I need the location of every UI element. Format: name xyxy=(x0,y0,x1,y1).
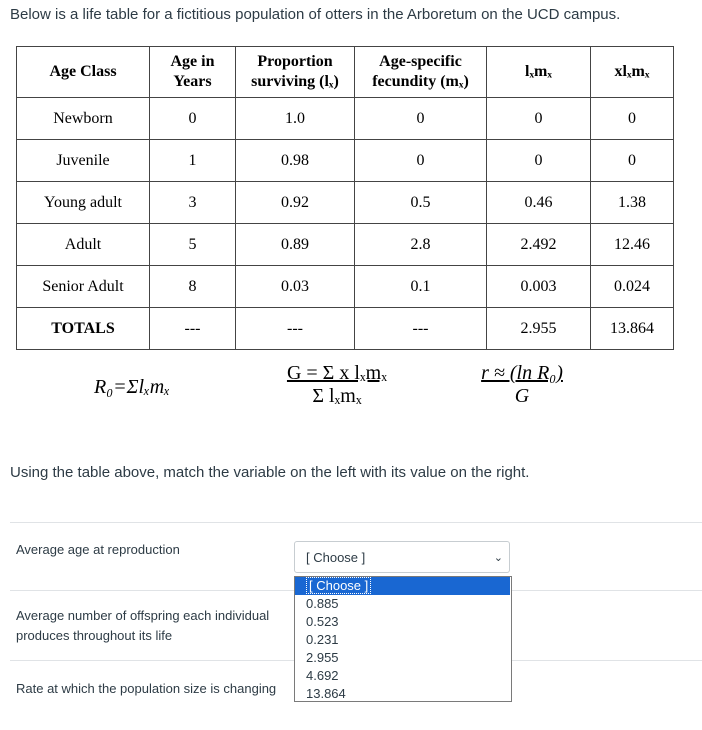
table-cell: 0 xyxy=(487,140,591,182)
intro-text: Below is a life table for a fictitious population of otters in the Arboretum on the UCD campus. xyxy=(10,6,621,23)
table-cell: 0.5 xyxy=(355,182,487,224)
table-cell: 1 xyxy=(150,140,236,182)
table-cell: 0 xyxy=(591,140,674,182)
table-cell: 0.98 xyxy=(236,140,355,182)
dropdown-option[interactable]: 0.885 xyxy=(306,596,339,611)
table-cell: 8 xyxy=(150,266,236,308)
table-cell: 0.1 xyxy=(355,266,487,308)
table-cell: Senior Adult xyxy=(17,266,150,308)
generation-time-formula xyxy=(262,362,412,408)
life-table xyxy=(16,46,674,350)
table-header-row xyxy=(17,47,674,98)
table-cell: 0.92 xyxy=(236,182,355,224)
column-header-age-class: Age Class xyxy=(17,47,150,98)
divider xyxy=(10,522,702,523)
table-cell: 0 xyxy=(355,98,487,140)
column-header-lxmx: lₓmₓ xyxy=(487,47,591,98)
table-cell: 12.46 xyxy=(591,224,674,266)
table-cell: TOTALS xyxy=(17,308,150,350)
table-cell: 0 xyxy=(150,98,236,140)
dropdown-option[interactable]: 0.231 xyxy=(306,632,339,647)
table-row xyxy=(17,308,674,350)
table-row xyxy=(17,224,674,266)
table-cell: 2.955 xyxy=(487,308,591,350)
dropdown-option[interactable]: 0.523 xyxy=(306,614,339,629)
table-cell: 0 xyxy=(355,140,487,182)
table-row xyxy=(17,98,674,140)
table-cell: Newborn xyxy=(17,98,150,140)
column-header-fecundity: Age-specific fecundity (mₓ) xyxy=(355,47,487,98)
table-cell: Juvenile xyxy=(17,140,150,182)
table-row xyxy=(17,266,674,308)
table-row xyxy=(17,182,674,224)
table-cell: 0.46 xyxy=(487,182,591,224)
table-cell: 0.024 xyxy=(591,266,674,308)
chevron-down-icon: ⌄ xyxy=(493,552,503,564)
table-row xyxy=(17,140,674,182)
r-numerator: r ≈ (ln R₀) xyxy=(481,362,563,384)
table-cell: 1.38 xyxy=(591,182,674,224)
table-cell: 5 xyxy=(150,224,236,266)
growth-rate-formula xyxy=(462,362,582,408)
table-cell: 2.8 xyxy=(355,224,487,266)
dropdown-option[interactable]: 2.955 xyxy=(306,650,339,665)
dropdown-option[interactable]: 13.864 xyxy=(306,686,346,701)
question-label-rate: Rate at which the population size is changing xyxy=(16,681,277,696)
table-cell: 3 xyxy=(150,182,236,224)
table-cell: Young adult xyxy=(17,182,150,224)
r-denominator: G xyxy=(514,385,530,407)
instructions: Using the table above, match the variable on the left with its value on the right. xyxy=(10,464,530,481)
table-cell: 0.003 xyxy=(487,266,591,308)
table-cell: Adult xyxy=(17,224,150,266)
table-cell: 0.89 xyxy=(236,224,355,266)
answer-dropdown-list[interactable] xyxy=(294,576,512,702)
g-denominator: Σ lₓmₓ xyxy=(312,385,362,407)
column-header-xlxmx: xlₓmₓ xyxy=(591,47,674,98)
table-cell: 13.864 xyxy=(591,308,674,350)
table-cell: --- xyxy=(355,308,487,350)
dropdown-option[interactable]: 4.692 xyxy=(306,668,339,683)
table-cell: 2.492 xyxy=(487,224,591,266)
table-cell: --- xyxy=(150,308,236,350)
table-cell: 0.03 xyxy=(236,266,355,308)
r0-formula: R₀=Σlₓmₓ xyxy=(94,376,170,398)
answer-select[interactable] xyxy=(294,541,510,573)
g-numerator: G = Σ x lₓmₓ xyxy=(286,362,388,384)
column-header-proportion-surviving: Proportion surviving (lₓ) xyxy=(236,47,355,98)
table-cell: --- xyxy=(236,308,355,350)
table-cell: 0 xyxy=(591,98,674,140)
table-cell: 0 xyxy=(487,98,591,140)
question-label-average-age: Average age at reproduction xyxy=(16,542,180,557)
answer-select-value: [ Choose ] xyxy=(306,550,366,565)
table-cell: 1.0 xyxy=(236,98,355,140)
column-header-age-in-years: Age in Years xyxy=(150,47,236,98)
question-label-offspring: Average number of offspring each individual produces throughout its life xyxy=(16,608,270,643)
dropdown-option[interactable]: [ Choose ] xyxy=(295,577,510,595)
